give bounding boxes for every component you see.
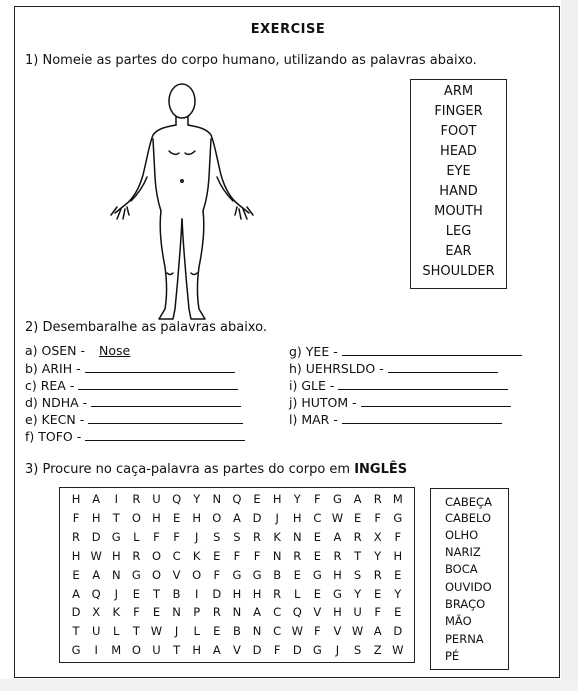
word-search-letter[interactable]: F	[133, 605, 140, 620]
word-search-letter[interactable]: E	[132, 586, 141, 601]
answer-blank[interactable]	[388, 360, 498, 373]
word-search-letter[interactable]: F	[374, 510, 381, 525]
word-search-letter[interactable]: N	[212, 492, 222, 506]
word-search-letter[interactable]: P	[193, 605, 201, 620]
scramble-item-j	[289, 394, 511, 410]
answer-blank[interactable]	[361, 394, 511, 407]
word-search-letter[interactable]: E	[152, 605, 161, 620]
answer-blank[interactable]	[85, 428, 245, 441]
word-search-grid	[59, 487, 415, 663]
word-search-letter[interactable]: T	[112, 510, 120, 525]
word-search-letter[interactable]: A	[373, 624, 382, 639]
word-search-letter[interactable]: H	[152, 510, 161, 525]
word-search-letter[interactable]: Y	[374, 548, 382, 563]
word-search-letter[interactable]: W	[351, 624, 364, 639]
word-search-letter[interactable]: F	[314, 492, 321, 506]
scramble-label: l) MAR -	[289, 412, 338, 427]
word-search-letter[interactable]: A	[92, 492, 101, 506]
body-parts-word-box	[410, 79, 507, 289]
word-search-letter[interactable]: W	[392, 643, 404, 658]
word-search-letter[interactable]: H	[192, 643, 202, 658]
word-search-letter[interactable]: N	[252, 624, 262, 639]
word-box-item: HAND	[439, 184, 478, 199]
word-search-letter[interactable]: R	[253, 529, 262, 544]
word-search-letter[interactable]: H	[192, 510, 202, 525]
word-search-letter[interactable]: Q	[232, 492, 242, 506]
scramble-item-l	[289, 411, 502, 427]
word-search-letter[interactable]: G	[232, 567, 242, 582]
word-search-letter[interactable]: K	[192, 548, 201, 563]
word-box-item: HEAD	[440, 144, 477, 159]
word-search-letter[interactable]: A	[72, 586, 80, 601]
word-search-letter[interactable]: J	[195, 529, 199, 544]
word-search-letter[interactable]: H	[252, 586, 262, 601]
question-3-text: 3) Procure no caça-palavra as partes do corpo em	[25, 462, 355, 477]
answer-blank[interactable]	[88, 411, 243, 424]
word-search-letter[interactable]: G	[333, 586, 342, 601]
word-search-letter[interactable]: R	[373, 567, 382, 582]
answer-blank[interactable]	[91, 394, 241, 407]
word-search-letter[interactable]: Y	[354, 586, 362, 601]
word-search-letter[interactable]: W	[291, 624, 303, 639]
word-search-letter[interactable]: N	[111, 567, 121, 582]
word-search-letter[interactable]: W	[90, 548, 102, 563]
word-search-letter[interactable]: H	[71, 548, 81, 563]
word-search-letter[interactable]: Q	[292, 605, 302, 620]
word-search-letter[interactable]: S	[213, 529, 221, 544]
word-search-letter[interactable]: Y	[193, 492, 201, 506]
word-search-letter[interactable]: R	[293, 548, 302, 563]
word-search-letter[interactable]: H	[333, 567, 342, 582]
word-list-item: BOCA	[445, 562, 478, 576]
word-search-letter[interactable]: R	[353, 529, 362, 544]
word-search-letter[interactable]: E	[253, 492, 261, 506]
scramble-label: a) OSEN -	[25, 343, 86, 358]
word-search-letter[interactable]: X	[92, 605, 101, 620]
word-search-letter[interactable]: G	[71, 643, 81, 658]
question-2-instruction: 2) Desembaralhe as palavras abaixo.	[25, 320, 267, 335]
scramble-label: f) TOFO -	[25, 429, 82, 444]
word-search-letter[interactable]: R	[333, 548, 342, 563]
page-bottom-shadow	[0, 679, 578, 691]
word-search-letter[interactable]: D	[212, 586, 222, 601]
word-list-item: OUVIDO	[445, 580, 492, 594]
scramble-label: c) REA -	[25, 378, 75, 393]
word-list-item: NARIZ	[445, 545, 481, 559]
word-search-letter[interactable]: H	[71, 492, 81, 506]
word-search-letter[interactable]: E	[313, 548, 321, 563]
word-search-letter[interactable]: G	[393, 510, 403, 525]
word-search-letter[interactable]: H	[393, 548, 403, 563]
word-search-letter[interactable]: N	[232, 605, 242, 620]
word-search-letter[interactable]: R	[132, 548, 141, 563]
answer-blank[interactable]	[342, 411, 502, 424]
word-search-letter[interactable]: H	[333, 605, 342, 620]
word-search-letter[interactable]: T	[173, 643, 181, 658]
word-search-letter[interactable]: Y	[293, 492, 301, 506]
question-1-instruction: 1) Nomeie as partes do corpo humano, utilizando as palavras abaixo.	[25, 53, 477, 68]
word-search-letter[interactable]: F	[72, 510, 80, 525]
answer-blank[interactable]	[85, 360, 235, 373]
word-search-letter[interactable]: E	[72, 567, 80, 582]
word-search-letter[interactable]: A	[353, 492, 362, 506]
scramble-label: i) GLE -	[289, 378, 335, 393]
word-search-letter[interactable]: B	[172, 586, 181, 601]
word-search-letter[interactable]: H	[232, 586, 242, 601]
word-list-item: OLHO	[445, 528, 479, 542]
scramble-item-g	[289, 343, 522, 359]
word-search-letter[interactable]: R	[72, 529, 81, 544]
word-search-letter[interactable]: K	[112, 605, 121, 620]
scramble-answer[interactable]: Nose	[99, 343, 131, 358]
word-search-letter[interactable]: N	[272, 548, 282, 563]
word-search-letter[interactable]: D	[91, 529, 101, 544]
word-search-letter[interactable]: R	[132, 492, 141, 506]
word-search-letter[interactable]: T	[354, 548, 362, 563]
scramble-label: b) ARIH -	[25, 361, 81, 376]
answer-blank[interactable]	[78, 377, 238, 390]
word-search-letter[interactable]: U	[91, 624, 101, 639]
scramble-label: e) KECN -	[25, 412, 85, 427]
word-search-letter[interactable]: O	[192, 567, 202, 582]
word-search-letter[interactable]: E	[313, 529, 321, 544]
word-search-letter[interactable]: M	[392, 492, 403, 506]
word-search-letter[interactable]: O	[151, 567, 162, 582]
word-search-row	[60, 492, 414, 510]
scramble-label: j) HUTOM -	[289, 395, 357, 410]
word-search-letter[interactable]: H	[111, 548, 121, 563]
word-search-letter[interactable]: A	[232, 510, 241, 525]
word-search-letter[interactable]: E	[353, 510, 362, 525]
word-list-item: PERNA	[445, 632, 484, 646]
word-search-letter[interactable]: Z	[373, 643, 382, 658]
word-search-row	[60, 530, 414, 548]
word-search-letter[interactable]: J	[174, 624, 179, 639]
word-box-item: FINGER	[434, 104, 483, 119]
word-search-letter[interactable]: G	[333, 492, 342, 506]
word-search-letter[interactable]: H	[91, 510, 101, 525]
word-search-letter[interactable]: I	[195, 586, 199, 601]
word-search-letter[interactable]: E	[394, 567, 402, 582]
word-search-letter[interactable]: L	[193, 624, 200, 639]
answer-blank[interactable]	[342, 343, 522, 356]
word-search-letter[interactable]: F	[213, 567, 221, 582]
word-search-letter[interactable]: B	[232, 624, 241, 639]
word-search-letter[interactable]: D	[71, 605, 81, 620]
word-search-letter[interactable]: X	[373, 529, 382, 544]
word-search-letter[interactable]: C	[273, 624, 282, 639]
word-search-letter[interactable]: S	[353, 567, 362, 582]
word-list-item: CABEÇA	[445, 495, 492, 509]
scramble-label: d) NDHA -	[25, 395, 88, 410]
word-search-letter[interactable]: D	[252, 510, 262, 525]
word-search-letter[interactable]: M	[111, 643, 122, 658]
word-search-letter[interactable]: E	[394, 605, 402, 620]
word-search-letter[interactable]: I	[114, 492, 118, 506]
word-search-letter[interactable]: I	[94, 643, 98, 658]
word-search-row	[60, 549, 414, 567]
question-3-emphasis: INGLÊS	[354, 462, 408, 477]
word-search-row	[60, 511, 414, 529]
word-search-letter[interactable]: N	[172, 605, 181, 620]
word-search-letter[interactable]: R	[373, 492, 382, 506]
word-search-letter[interactable]: E	[172, 510, 181, 525]
word-search-letter[interactable]: V	[172, 567, 181, 582]
word-search-letter[interactable]: S	[233, 529, 241, 544]
page-edge-shadow	[561, 0, 578, 691]
scramble-item-b	[25, 360, 235, 376]
word-search-letter[interactable]: T	[152, 586, 160, 601]
word-search-letter[interactable]: E	[374, 586, 382, 601]
word-search-row	[60, 568, 414, 586]
word-search-letter[interactable]: F	[314, 624, 321, 639]
word-box-item: EAR	[445, 244, 472, 259]
word-search-letter[interactable]: T	[132, 624, 140, 639]
word-search-letter[interactable]: O	[212, 510, 222, 525]
word-search-letter[interactable]: L	[113, 624, 120, 639]
word-search-letter[interactable]: G	[111, 529, 121, 544]
word-search-letter[interactable]: A	[253, 605, 261, 620]
word-search-letter[interactable]: F	[273, 643, 281, 658]
word-search-letter[interactable]: H	[292, 510, 302, 525]
word-search-letter[interactable]: F	[253, 548, 261, 563]
word-search-row	[60, 605, 414, 623]
word-search-letter[interactable]: G	[252, 567, 262, 582]
word-search-letter[interactable]: U	[152, 643, 161, 658]
word-search-letter[interactable]: A	[333, 529, 342, 544]
word-box-item: SHOULDER	[422, 264, 495, 279]
portuguese-word-list	[430, 488, 509, 670]
answer-blank[interactable]	[338, 377, 508, 390]
word-search-letter[interactable]: D	[393, 624, 403, 639]
scramble-item-d	[25, 394, 241, 410]
word-search-letter[interactable]: U	[353, 605, 362, 620]
word-box-item: LEG	[445, 224, 472, 239]
scramble-item-c	[25, 377, 238, 393]
word-list-item: MÃO	[445, 614, 472, 628]
word-search-letter[interactable]: O	[131, 510, 141, 525]
word-search-letter[interactable]: R	[273, 586, 282, 601]
word-search-letter[interactable]: U	[152, 492, 161, 506]
word-search-letter[interactable]: Q	[91, 586, 101, 601]
word-search-letter[interactable]: G	[312, 567, 322, 582]
word-search-letter[interactable]: J	[275, 510, 279, 525]
word-search-letter[interactable]: K	[273, 529, 281, 544]
word-search-letter[interactable]: F	[153, 529, 160, 544]
word-search-letter[interactable]: T	[72, 624, 80, 639]
word-search-letter[interactable]: C	[313, 510, 322, 525]
word-list-item: CABELO	[445, 511, 492, 525]
word-search-letter[interactable]: E	[213, 624, 221, 639]
word-search-letter[interactable]: J	[114, 586, 118, 601]
word-search-letter[interactable]: V	[232, 643, 241, 658]
word-box-item: FOOT	[440, 124, 477, 139]
word-search-letter[interactable]: H	[272, 492, 282, 506]
word-search-letter[interactable]: Q	[172, 492, 182, 506]
word-box-item: ARM	[443, 84, 474, 99]
word-search-letter[interactable]: D	[252, 643, 262, 658]
word-search-letter[interactable]: D	[292, 643, 302, 658]
word-search-letter[interactable]: A	[212, 643, 221, 658]
word-search-letter[interactable]: F	[374, 605, 381, 620]
word-search-letter[interactable]: E	[313, 586, 321, 601]
word-search-letter[interactable]: C	[273, 605, 282, 620]
word-search-letter[interactable]: O	[151, 548, 162, 563]
word-search-row	[60, 587, 414, 605]
word-search-letter[interactable]: F	[394, 529, 402, 544]
word-search-row	[60, 624, 414, 642]
scramble-item-a	[25, 343, 130, 358]
question-3-instruction	[25, 462, 407, 477]
word-search-letter[interactable]: V	[313, 605, 322, 620]
scramble-label: h) UEHRSLDO -	[289, 361, 384, 376]
scramble-item-e	[25, 411, 243, 427]
scramble-label: g) YEE -	[289, 344, 338, 359]
word-search-row	[60, 643, 414, 661]
word-search-letter[interactable]: V	[333, 624, 342, 639]
human-body-illustration	[107, 77, 257, 327]
word-search-letter[interactable]: F	[233, 548, 241, 563]
scramble-item-f	[25, 428, 245, 444]
word-search-letter[interactable]: G	[131, 567, 141, 582]
word-search-letter[interactable]: G	[312, 643, 322, 658]
scramble-item-i	[289, 377, 508, 393]
word-search-letter[interactable]: B	[273, 567, 282, 582]
word-search-letter[interactable]: S	[353, 643, 362, 658]
word-search-letter[interactable]: C	[172, 548, 181, 563]
word-search-letter[interactable]: L	[294, 586, 301, 601]
word-list-item: BRAÇO	[445, 597, 486, 611]
word-search-letter[interactable]: R	[212, 605, 221, 620]
word-search-letter[interactable]: Y	[394, 586, 402, 601]
worksheet	[14, 6, 560, 678]
word-search-letter[interactable]: L	[133, 529, 140, 544]
word-box-item: MOUTH	[434, 204, 483, 219]
scramble-item-h	[289, 360, 498, 376]
word-search-letter[interactable]: J	[335, 643, 340, 658]
word-search-letter[interactable]: A	[92, 567, 101, 582]
word-search-letter[interactable]: W	[331, 510, 344, 525]
word-search-letter[interactable]: E	[213, 548, 221, 563]
word-search-letter[interactable]: N	[292, 529, 302, 544]
word-search-letter[interactable]: W	[150, 624, 163, 639]
worksheet-title: EXERCISE	[250, 22, 326, 37]
word-search-letter[interactable]: E	[293, 567, 301, 582]
word-search-letter[interactable]: O	[131, 643, 141, 658]
word-search-letter[interactable]: F	[173, 529, 180, 544]
word-box-item: EYE	[446, 164, 471, 179]
word-list-item: PÉ	[445, 649, 460, 663]
